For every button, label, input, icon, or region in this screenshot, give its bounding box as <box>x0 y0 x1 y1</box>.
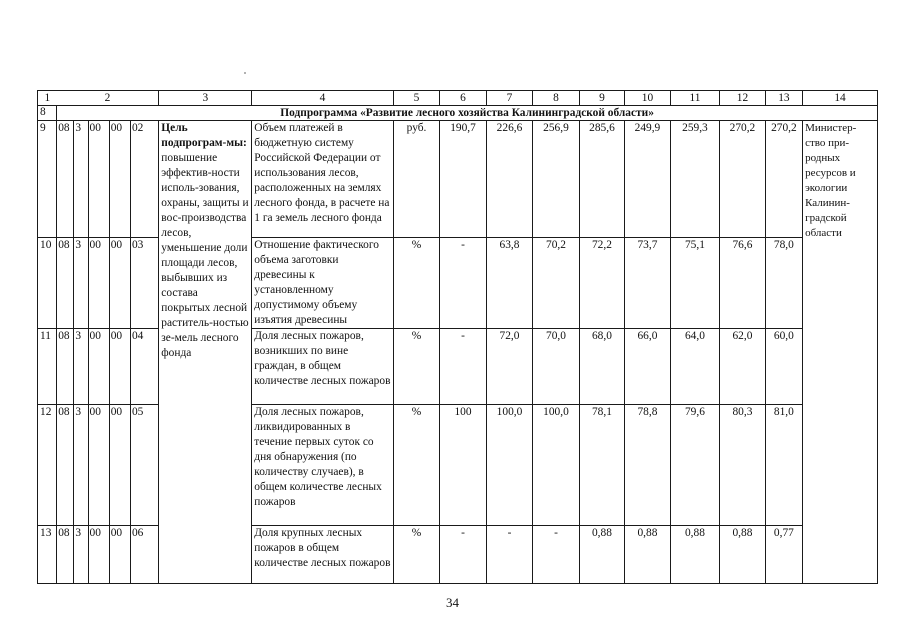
page-number: 34 <box>446 595 459 610</box>
value-11: 64,0 <box>670 329 720 405</box>
code-subprogram: 3 <box>74 238 88 329</box>
column-number-row <box>38 91 878 106</box>
code-indicator: 05 <box>130 405 158 526</box>
row-number: 10 <box>38 238 57 329</box>
value-8: 256,9 <box>533 121 579 238</box>
value-6: - <box>440 526 486 584</box>
indicator-name: Отношение фактического объема заготовки древесины к установленному допустимому объему изъятия древесины <box>252 238 394 329</box>
subprogram-row <box>38 106 878 121</box>
code-indicator: 02 <box>130 121 158 238</box>
responsible-executor: Министер-ство при-родных ресурсов и экологии Калинин-градской области <box>803 121 878 584</box>
header-cell-10: 10 <box>625 91 670 106</box>
indicator-name: Доля лесных пожаров, возникших по вине граждан, в общем количестве лесных пожаров <box>252 329 394 405</box>
code-program: 08 <box>57 405 74 526</box>
header-cell-13: 13 <box>765 91 802 106</box>
code-part-2: 00 <box>109 329 130 405</box>
value-13: 60,0 <box>765 329 802 405</box>
header-cell-7: 7 <box>486 91 532 106</box>
code-part-2: 00 <box>109 405 130 526</box>
value-9: 78,1 <box>579 405 624 526</box>
value-7: 72,0 <box>486 329 532 405</box>
value-10: 249,9 <box>625 121 670 238</box>
code-indicator: 03 <box>130 238 158 329</box>
indicator-name: Объем платежей в бюджетную систему Российской Федерации от использования лесов, расположенных на землях лесного фонда, в расчете на 1 га земель лесного фонда <box>252 121 394 238</box>
indicator-name: Доля лесных пожаров, ликвидированных в течение первых суток со дня обнаружения (по количеству случаев), в общем количестве лесных пожаров <box>252 405 394 526</box>
code-part-2: 00 <box>109 526 130 584</box>
value-11: 79,6 <box>670 405 720 526</box>
code-part-1: 00 <box>88 405 109 526</box>
value-8: 70,0 <box>533 329 579 405</box>
header-cell-8: 8 <box>533 91 579 106</box>
row-number: 9 <box>38 121 57 238</box>
goal-title: Цель подпрограм-мы: <box>161 122 247 149</box>
code-part-1: 00 <box>88 238 109 329</box>
code-subprogram: 3 <box>74 121 88 238</box>
code-part-1: 00 <box>88 329 109 405</box>
header-cell-4: 4 <box>252 91 394 106</box>
value-11: 259,3 <box>670 121 720 238</box>
value-10: 78,8 <box>625 405 670 526</box>
unit: руб. <box>393 121 439 238</box>
value-13: 0,77 <box>765 526 802 584</box>
goal-cell <box>159 121 252 584</box>
value-8: 70,2 <box>533 238 579 329</box>
value-13: 270,2 <box>765 121 802 238</box>
row-number: 13 <box>38 526 57 584</box>
value-6: 190,7 <box>440 121 486 238</box>
code-part-1: 00 <box>88 526 109 584</box>
unit: % <box>393 526 439 584</box>
indicator-table <box>37 90 878 584</box>
value-12: 62,0 <box>720 329 765 405</box>
value-11: 0,88 <box>670 526 720 584</box>
value-12: 76,6 <box>720 238 765 329</box>
value-13: 78,0 <box>765 238 802 329</box>
value-7: 63,8 <box>486 238 532 329</box>
header-cell-6: 6 <box>440 91 486 106</box>
code-program: 08 <box>57 238 74 329</box>
subprogram-title: Подпрограмма «Развитие лесного хозяйства Калининградской области» <box>57 106 878 121</box>
value-10: 66,0 <box>625 329 670 405</box>
code-subprogram: 3 <box>74 329 88 405</box>
unit: % <box>393 329 439 405</box>
value-10: 0,88 <box>625 526 670 584</box>
value-6: 100 <box>440 405 486 526</box>
header-cell-14: 14 <box>803 91 878 106</box>
value-11: 75,1 <box>670 238 720 329</box>
unit: % <box>393 405 439 526</box>
header-cell-9: 9 <box>579 91 624 106</box>
code-indicator: 04 <box>130 329 158 405</box>
value-9: 285,6 <box>579 121 624 238</box>
value-6: - <box>440 329 486 405</box>
scan-speck <box>244 72 246 74</box>
indicator-name: Доля крупных лесных пожаров в общем количестве лесных пожаров <box>252 526 394 584</box>
value-7: 100,0 <box>486 405 532 526</box>
value-9: 68,0 <box>579 329 624 405</box>
code-program: 08 <box>57 526 74 584</box>
value-12: 0,88 <box>720 526 765 584</box>
table-row <box>38 121 878 238</box>
goal-text: повышение эффектив-ности исполь-зования, охраны, защиты и вос-производства лесов, уменьшение доли площади лесов, выбывших из состава покрытых лесной раститель-ностью зе-мель лесного фонда <box>161 152 249 359</box>
code-program: 08 <box>57 329 74 405</box>
header-cell-12: 12 <box>720 91 765 106</box>
value-7: - <box>486 526 532 584</box>
header-cell-11: 11 <box>670 91 720 106</box>
value-7: 226,6 <box>486 121 532 238</box>
code-subprogram: 3 <box>74 526 88 584</box>
subprogram-row-number: 8 <box>38 106 57 121</box>
value-12: 270,2 <box>720 121 765 238</box>
code-program: 08 <box>57 121 74 238</box>
value-13: 81,0 <box>765 405 802 526</box>
value-10: 73,7 <box>625 238 670 329</box>
value-8: 100,0 <box>533 405 579 526</box>
code-part-2: 00 <box>109 238 130 329</box>
value-12: 80,3 <box>720 405 765 526</box>
code-part-1: 00 <box>88 121 109 238</box>
value-6: - <box>440 238 486 329</box>
header-cell-5: 5 <box>393 91 439 106</box>
header-cell-2: 2 <box>57 91 159 106</box>
value-8: - <box>533 526 579 584</box>
code-subprogram: 3 <box>74 405 88 526</box>
header-cell-1: 1 <box>38 91 57 106</box>
row-number: 12 <box>38 405 57 526</box>
unit: % <box>393 238 439 329</box>
row-number: 11 <box>38 329 57 405</box>
value-9: 0,88 <box>579 526 624 584</box>
value-9: 72,2 <box>579 238 624 329</box>
code-part-2: 00 <box>109 121 130 238</box>
header-cell-3: 3 <box>159 91 252 106</box>
code-indicator: 06 <box>130 526 158 584</box>
